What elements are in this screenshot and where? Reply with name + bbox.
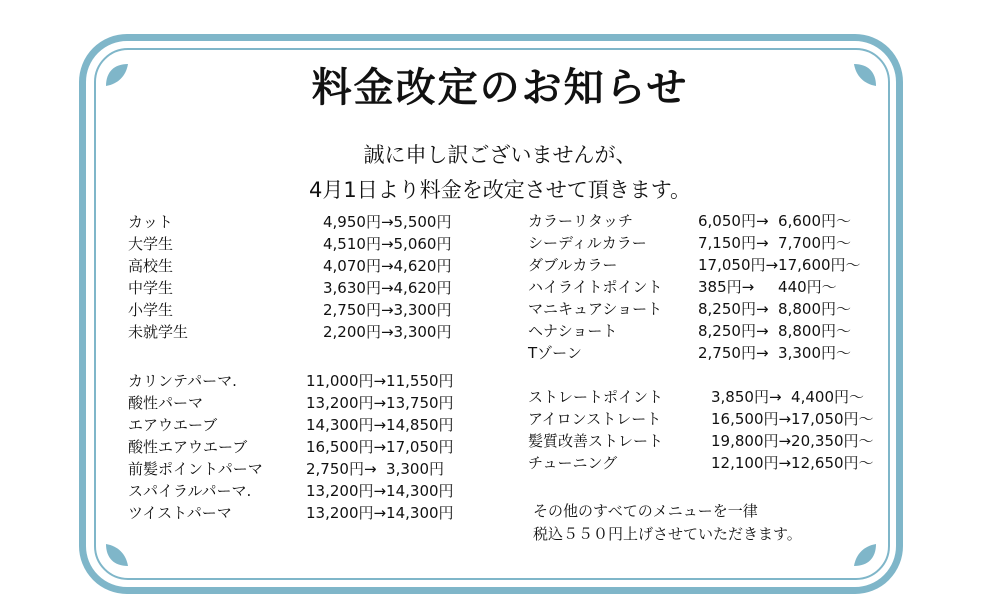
item-price: 385円→ 440円～ xyxy=(698,278,837,296)
item-price: 2,200円→3,300円 xyxy=(323,323,452,341)
item-price: 14,300円→14,850円 xyxy=(306,416,454,434)
item-price: 6,050円→ 6,600円～ xyxy=(698,212,851,230)
intro-line: 4月1日より料金を改定させて頂きます。 xyxy=(308,178,692,202)
item-price: 7,150円→ 7,700円～ xyxy=(698,234,851,252)
item-name: ダブルカラー xyxy=(528,256,618,274)
item-name: ツイストパーマ xyxy=(128,504,232,522)
item-name: Tゾーン xyxy=(528,344,582,362)
item-price: 17,050円→17,600円～ xyxy=(698,256,861,274)
note-line: 税込５５０円上げさせていただきます。 xyxy=(533,525,802,543)
item-name: 未就学生 xyxy=(128,323,189,341)
page-title: 料金改定のお知らせ xyxy=(311,65,689,111)
leaf-ornament-icon xyxy=(852,542,878,568)
item-price: 16,500円→17,050円～ xyxy=(711,410,874,428)
item-name: エアウエーブ xyxy=(128,416,218,434)
item-price: 16,500円→17,050円 xyxy=(306,438,454,456)
item-name: ハイライトポイント xyxy=(528,278,663,296)
item-name: カット xyxy=(128,213,173,231)
item-name: 高校生 xyxy=(128,257,174,275)
note-line: その他のすべてのメニューを一律 xyxy=(533,502,758,520)
intro-line: 誠に申し訳ございませんが、 xyxy=(363,143,637,167)
item-price: 2,750円→ 3,300円 xyxy=(306,460,444,478)
item-name: ヘナショート xyxy=(528,322,618,340)
item-name: カラーリタッチ xyxy=(528,212,634,230)
item-price: 3,630円→4,620円 xyxy=(323,279,452,297)
item-price: 19,800円→20,350円～ xyxy=(711,432,874,450)
item-name: シーディルカラー xyxy=(528,234,647,252)
item-price: 13,200円→14,300円 xyxy=(306,504,454,522)
item-name: 小学生 xyxy=(128,301,174,319)
item-price: 8,250円→ 8,800円～ xyxy=(698,300,851,318)
item-price: 3,850円→ 4,400円～ xyxy=(711,388,864,406)
item-price: 2,750円→ 3,300円～ xyxy=(698,344,851,362)
item-price: 13,200円→13,750円 xyxy=(306,394,454,412)
item-name: 酸性エアウエーブ xyxy=(128,438,248,456)
item-name: アイロンストレート xyxy=(528,410,662,428)
item-name: カリンテパーマ. xyxy=(128,372,237,390)
item-price: 12,100円→12,650円～ xyxy=(711,454,874,472)
item-name: 酸性パーマ xyxy=(128,394,204,412)
item-name: ストレートポイント xyxy=(528,388,664,406)
item-price: 8,250円→ 8,800円～ xyxy=(698,322,851,340)
item-price: 4,510円→5,060円 xyxy=(323,235,452,253)
item-name: スパイラルパーマ. xyxy=(128,482,252,500)
item-name: 中学生 xyxy=(128,279,174,297)
item-price: 13,200円→14,300円 xyxy=(306,482,454,500)
item-name: 前髪ポイントパーマ xyxy=(128,460,263,478)
item-price: 11,000円→11,550円 xyxy=(306,372,454,390)
item-price: 4,070円→4,620円 xyxy=(323,257,452,275)
item-name: 髪質改善ストレート xyxy=(528,432,664,450)
item-name: チューニング xyxy=(528,454,618,472)
item-price: 2,750円→3,300円 xyxy=(323,301,452,319)
item-price: 4,950円→5,500円 xyxy=(323,213,452,231)
leaf-ornament-icon xyxy=(104,542,130,568)
item-name: 大学生 xyxy=(128,235,174,253)
item-name: マニキュアショート xyxy=(528,300,663,318)
